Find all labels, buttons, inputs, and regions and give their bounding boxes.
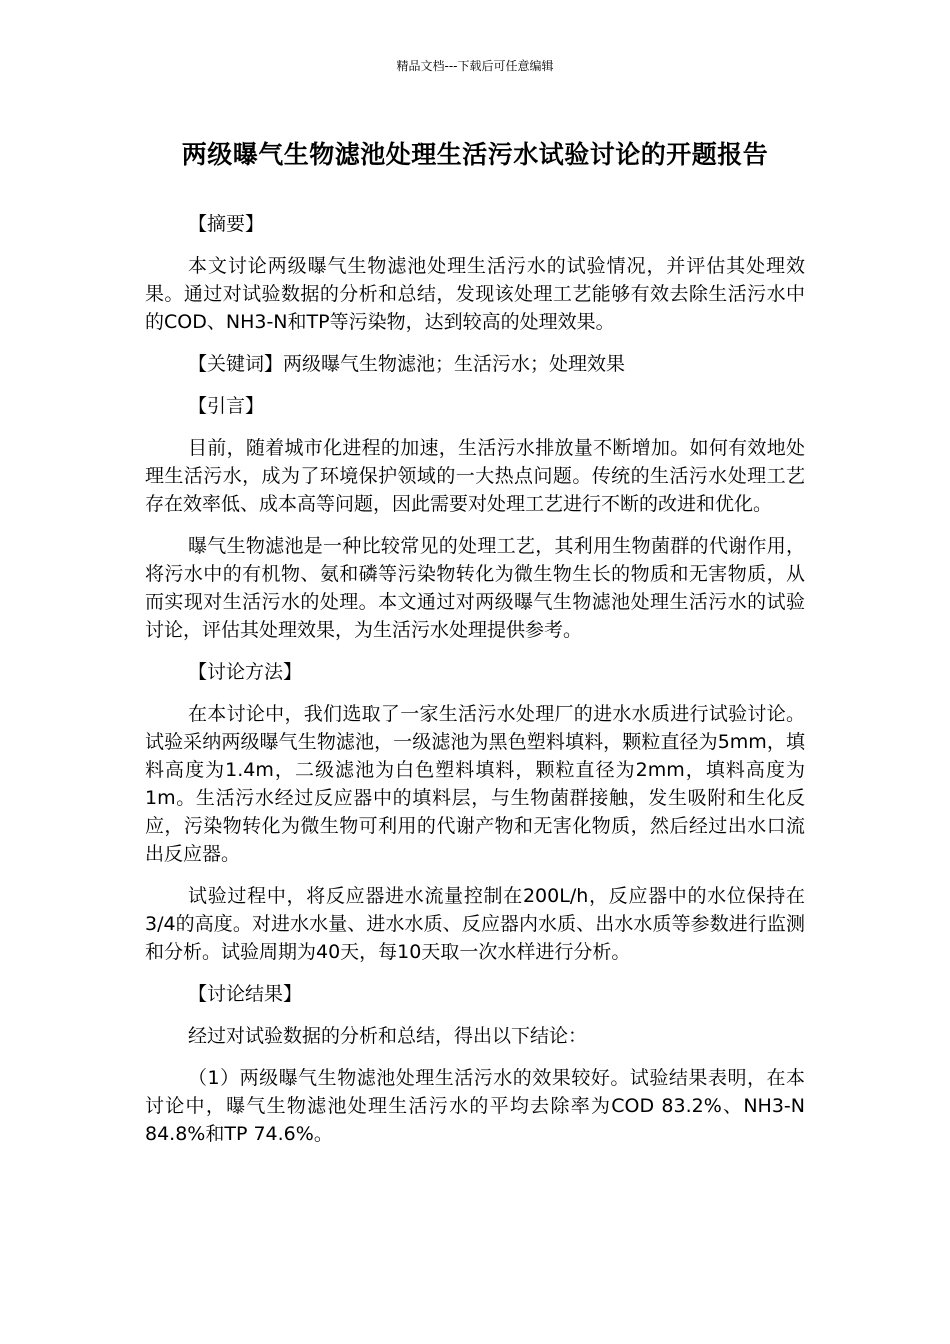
abstract-paragraph: 本文讨论两级曝气生物滤池处理生活污水的试验情况，并评估其处理效果。通过对试验数据的分析和总结，发现该处理工艺能够有效去除生活污水中的COD、NH3-N和TP等污染物，达到较高的处理效果。	[145, 255, 805, 333]
result-item-1: （1）两级曝气生物滤池处理生活污水的效果较好。试验结果表明，在本讨论中，曝气生物滤池处理生活污水的平均去除率为COD 83.2%、NH3-N 84.8%和TP 74.6%。	[145, 1067, 805, 1145]
document-body	[145, 210, 805, 1162]
intro-paragraph-1: 目前，随着城市化进程的加速，生活污水排放量不断增加。如何有效地处理生活污水，成为了环境保护领域的一大热点问题。传统的生活污水处理工艺存在效率低、成本高等问题，因此需要对处理工艺进行不断的改进和优化。	[145, 437, 805, 515]
method-paragraph-1: 在本讨论中，我们选取了一家生活污水处理厂的进水水质进行试验讨论。试验采纳两级曝气生物滤池，一级滤池为黑色塑料填料，颗粒直径为5mm，填料高度为1.4m，二级滤池为白色塑料填料，颗粒直径为2mm，填料高度为1m。生活污水经过反应器中的填料层，与生物菌群接触，发生吸附和生化反应，污染物转化为微生物可利用的代谢产物和无害化物质，然后经过出水口流出反应器。	[145, 703, 805, 865]
keywords-line: 【关键词】两级曝气生物滤池；生活污水；处理效果	[188, 353, 626, 375]
method-paragraph-2: 试验过程中，将反应器进水流量控制在200L/h，反应器中的水位保持在3/4的高度。对进水水量、进水水质、反应器内水质、出水水质等参数进行监测和分析。试验周期为40天，每10天取一次水样进行分析。	[145, 885, 805, 963]
document-title: 两级曝气生物滤池处理生活污水试验讨论的开题报告	[181, 140, 769, 169]
result-heading: 【讨论结果】	[188, 983, 303, 1005]
result-intro-paragraph: 经过对试验数据的分析和总结，得出以下结论：	[188, 1025, 588, 1047]
abstract-heading: 【摘要】	[188, 213, 265, 235]
intro-heading: 【引言】	[188, 395, 265, 417]
method-heading: 【讨论方法】	[188, 661, 303, 683]
intro-paragraph-2: 曝气生物滤池是一种比较常见的处理工艺，其利用生物菌群的代谢作用，将污水中的有机物、氨和磷等污染物转化为微生物生长的物质和无害物质，从而实现对生活污水的处理。本文通过对两级曝气生物滤池处理生活污水的试验讨论，评估其处理效果，为生活污水处理提供参考。	[145, 535, 805, 641]
page-header: 精品文档---下载后可任意编辑	[396, 59, 554, 73]
